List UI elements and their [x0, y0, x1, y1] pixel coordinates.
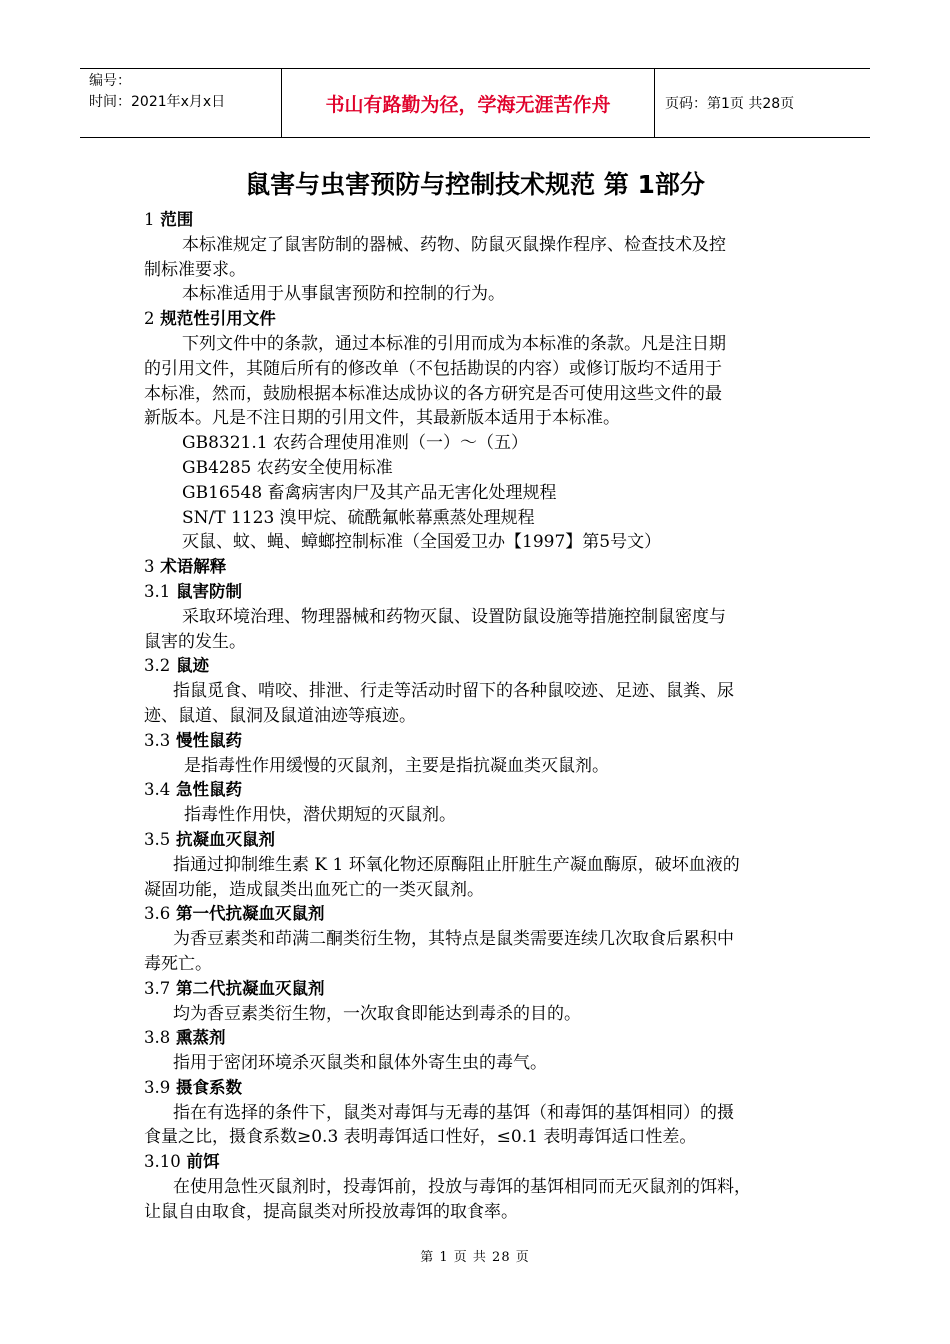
paragraph-line: 的引用文件，其随后所有的修改单（不包括勘误的内容）或修订版均不适用于 — [144, 358, 722, 379]
section-heading: 1 范围 — [144, 210, 194, 229]
header-date: 时间：2021年x月x日 — [89, 94, 226, 110]
paragraph-line: 指通过抑制维生素 K 1 环氧化物还原酶阻止肝脏生产凝血酶原，破坏血液的 — [173, 854, 740, 875]
paragraph-line: 毒死亡。 — [144, 953, 212, 974]
section-heading: 3 术语解释 — [144, 557, 227, 577]
term-heading: 3.2 鼠迹 — [144, 656, 209, 676]
section-heading: 2 规范性引用文件 — [144, 309, 276, 329]
term-heading: 3.5 抗凝血灭鼠剂 — [144, 829, 275, 849]
paragraph-line: 新版本。凡是不注日期的引用文件，其最新版本适用于本标准。 — [144, 408, 620, 429]
term-heading: 3.9 摄食系数 — [144, 1077, 242, 1097]
paragraph-line: 指在有选择的条件下，鼠类对毒饵与无毒的基饵（和毒饵的基饵相同）的摄 — [173, 1102, 734, 1123]
paragraph-line: 指毒性作用快，潜伏期短的灭鼠剂。 — [184, 805, 456, 826]
term-heading: 3.3 慢性鼠药 — [144, 730, 242, 750]
paragraph-line: 让鼠自由取食，提高鼠类对所投放毒饵的取食率。 — [144, 1201, 518, 1222]
paragraph-line: 指鼠觅食、啃咬、排泄、行走等活动时留下的各种鼠咬迹、足迹、鼠粪、尿 — [173, 681, 734, 702]
paragraph-line: 食量之比，摄食系数≥0.3 表明毒饵适口性好，≤0.1 表明毒饵适口性差。 — [144, 1127, 697, 1148]
document-title: 鼠害与虫害预防与控制技术规范 第 1部分 — [245, 170, 705, 199]
header-page-number: 页码：第1页 共28页 — [665, 96, 795, 112]
reference-item: 灭鼠、蚊、蝇、蟑螂控制标准（全国爱卫办【1997】第5号文） — [182, 532, 662, 553]
document-body — [144, 208, 808, 1225]
header-number: 编号： — [89, 73, 131, 89]
term-heading: 3.8 熏蒸剂 — [144, 1028, 226, 1048]
header-motto: 书山有路勤为径，学海无涯苦作舟 — [281, 69, 655, 137]
paragraph-line: 下列文件中的条款，通过本标准的引用而成为本标准的条款。凡是注日期 — [182, 333, 726, 354]
reference-item: GB16548 畜禽病害肉尸及其产品无害化处理规程 — [182, 482, 557, 503]
page-footer: 第 1 页 共 28 页 — [420, 1250, 530, 1265]
reference-item: SN/T 1123 溴甲烷、硫酰氟帐幕熏蒸处理规程 — [182, 507, 535, 528]
term-heading: 3.6 第一代抗凝血灭鼠剂 — [144, 904, 325, 924]
term-heading: 3.7 第二代抗凝血灭鼠剂 — [144, 978, 325, 998]
paragraph-line: 凝固功能，造成鼠类出血死亡的一类灭鼠剂。 — [144, 879, 484, 900]
paragraph-line: 制标准要求。 — [144, 259, 246, 280]
paragraph-line: 本标准，然而，鼓励根据本标准达成协议的各方研究是否可使用这些文件的最 — [144, 383, 722, 404]
term-heading: 3.10 前饵 — [144, 1152, 220, 1172]
page-header — [80, 68, 870, 138]
reference-item: GB8321.1 农药合理使用准则（一）～（五） — [182, 433, 528, 454]
paragraph-line: 鼠害的发生。 — [144, 631, 246, 652]
paragraph-line: 是指毒性作用缓慢的灭鼠剂，主要是指抗凝血类灭鼠剂。 — [184, 755, 609, 776]
term-heading: 3.1 鼠害防制 — [144, 581, 242, 601]
paragraph-line: 指用于密闭环境杀灭鼠类和鼠体外寄生虫的毒气。 — [173, 1053, 547, 1074]
paragraph-line: 在使用急性灭鼠剂时，投毒饵前，投放与毒饵的基饵相同而无灭鼠剂的饵料， — [173, 1177, 751, 1198]
paragraph-line: 采取环境治理、物理器械和药物灭鼠、设置防鼠设施等措施控制鼠密度与 — [182, 606, 726, 627]
reference-item: GB4285 农药安全使用标准 — [182, 457, 393, 478]
header-meta — [80, 69, 281, 137]
paragraph-line: 迹、鼠道、鼠洞及鼠道油迹等痕迹。 — [144, 705, 416, 726]
paragraph-line: 本标准适用于从事鼠害预防和控制的行为。 — [182, 284, 505, 305]
paragraph-line: 为香豆素类和茚满二酮类衍生物，其特点是鼠类需要连续几次取食后累积中 — [173, 929, 734, 950]
term-heading: 3.4 急性鼠药 — [144, 780, 242, 800]
paragraph-line: 本标准规定了鼠害防制的器械、药物、防鼠灭鼠操作程序、检查技术及控 — [182, 234, 726, 255]
paragraph-line: 均为香豆素类衍生物，一次取食即能达到毒杀的目的。 — [173, 1003, 581, 1024]
